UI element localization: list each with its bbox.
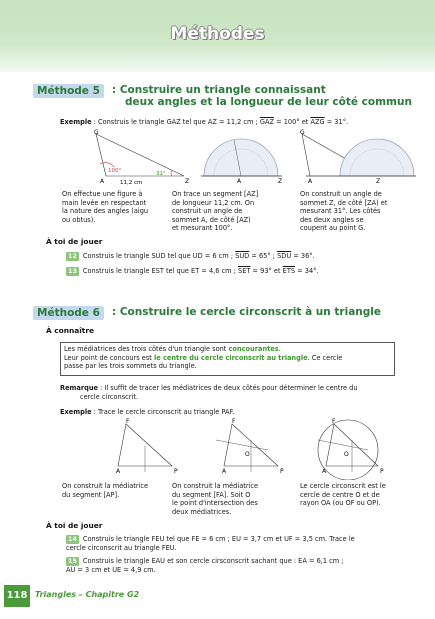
svg-text:P: P bbox=[174, 468, 178, 475]
m5-freehand-triangle bbox=[94, 129, 189, 186]
svg-text:O: O bbox=[245, 451, 250, 458]
m5-protractor-step bbox=[201, 139, 282, 185]
m5-fig1-label-g: G bbox=[94, 129, 99, 136]
m6-remarque: Remarque : Il suffit de tracer les médiatrices de deux côtés pour déterminer le centre du cercle circonscrit. bbox=[60, 384, 358, 401]
m5-toi-heading: À toi de jouer bbox=[46, 237, 103, 246]
svg-text:A: A bbox=[322, 468, 327, 475]
page-number: 118 bbox=[4, 585, 30, 607]
m5-fig2-label-z: Z bbox=[278, 178, 283, 185]
m5-exercise-12: 12 Construis le triangle SUD tel que UD = 6 cm ; $\overline{SUD} = 65^\circ$ ; $\overline{SDU} = 36^\circ$. bbox=[68, 252, 315, 260]
m5-example-text: : Construis le triangle GAZ tel que AZ = 11,2 cm ; bbox=[91, 118, 260, 126]
m6-caption-3: Le cercle circonscrit est le cercle de centre O et de rayon OA (ou OF ou OP). bbox=[300, 482, 386, 508]
m6-exercise-15: 15 Construis le triangle EAU et son cercle cirsconscrit sachant que : EA = 6,1 cm ; AU = 3 cm et UE = 4,9 cm. bbox=[66, 557, 344, 574]
m5-fig1-label-a: A bbox=[100, 178, 105, 185]
m5-angle-azg-value: = 31°. bbox=[324, 118, 349, 126]
m6-exercise-14: 14 Construis le triangle FEU tel que FE = 6 cm ; EU = 3,7 cm et UF = 3,5 cm. Trace le cercle circonscrit au triangle FEU. bbox=[66, 535, 355, 552]
m6-caption-1: On construit la médiatrice du segment [AP]. bbox=[62, 482, 149, 499]
m5-fig1-label-z: Z bbox=[185, 178, 190, 185]
svg-text:P: P bbox=[280, 468, 284, 475]
m5-angle-azg: $\overline{AZG}$ bbox=[310, 118, 325, 126]
m5-caption-2: On trace un segment [AZ] de longueur 11,2 cm. On construit un angle de sommet A, de côté [AZ) et mesurant 100°. bbox=[172, 190, 259, 233]
svg-text:P: P bbox=[380, 468, 384, 475]
m5-angle-gaz-value: = 100° et bbox=[274, 118, 311, 126]
m6-caption-2: On construit la médiatrice du segment [FA]. Soit O le point d'intersection des deux médiatrices. bbox=[172, 482, 259, 516]
page-title: Méthodes bbox=[170, 24, 265, 44]
m5-example-label: Exemple bbox=[60, 118, 92, 126]
m5-final-triangle bbox=[300, 129, 416, 185]
svg-text:O: O bbox=[344, 451, 349, 458]
footer-chapter-label: Triangles – Chapitre G2 bbox=[35, 590, 140, 599]
m5-fig1-length: 11,2 cm bbox=[120, 180, 143, 186]
method-6-title: : Construire le cercle circonscrit à un triangle bbox=[112, 306, 382, 318]
m5-fig1-angle-100: 100° bbox=[108, 168, 122, 174]
m5-fig3-label-g: G bbox=[300, 129, 305, 136]
svg-text:F: F bbox=[332, 418, 336, 425]
m5-fig3-label-a: A bbox=[308, 178, 313, 185]
m5-fig3-label-z: Z bbox=[376, 178, 381, 185]
m5-caption-1: On effectue une figure à main levée en respectant la nature des angles (aigu ou obtus). bbox=[62, 190, 149, 224]
m6-connaitre-heading: À connaître bbox=[46, 326, 94, 335]
m5-angle-gaz: $\overline{GAZ}$ bbox=[259, 118, 275, 126]
m6-toi-heading: À toi de jouer bbox=[46, 521, 103, 530]
m5-exercise-13: 13 Construis le triangle EST tel que ET = 4,6 cm ; $\overline{SET} = 93^\circ$ et $\overline{ETS} = 34^\circ$. bbox=[68, 267, 319, 275]
method-6-tag: Méthode 6 bbox=[33, 306, 104, 320]
m5-caption-3: On construit un angle de sommet Z, de côté [ZA) et mesurant 31°. Les côtés des deux angles se coupent au point G. bbox=[300, 190, 388, 233]
m6-fig1-bisector-ap bbox=[116, 418, 178, 475]
m6-example-line: Exemple : Trace le cercle circonscrit au triangle PAF. bbox=[60, 408, 235, 416]
svg-text:A: A bbox=[222, 468, 227, 475]
m5-fig2-label-a: A bbox=[237, 178, 242, 185]
m6-fig2-two-bisectors bbox=[216, 418, 284, 475]
svg-text:F: F bbox=[232, 418, 236, 425]
m6-definition-text: Les médiatrices des trois côtés d'un triangle sont concourantes. Leur point de concours est le centre du cercle circonscrit au triangle. Ce cercle passe par les trois sommets du triangle. bbox=[64, 345, 343, 371]
m5-fig1-angle-31: 31° bbox=[156, 171, 166, 177]
method-5-tag: Méthode 5 bbox=[33, 84, 104, 98]
m6-fig3-circumcircle bbox=[318, 418, 384, 480]
m6-figures bbox=[56, 416, 426, 480]
method-5-title-line1: : Construire un triangle connaissant bbox=[112, 84, 326, 96]
m5-figures bbox=[56, 126, 426, 188]
svg-text:F: F bbox=[126, 418, 130, 425]
svg-text:A: A bbox=[116, 468, 121, 475]
method-5-title-line2: deux angles et la longueur de leur côté commun bbox=[125, 96, 412, 108]
